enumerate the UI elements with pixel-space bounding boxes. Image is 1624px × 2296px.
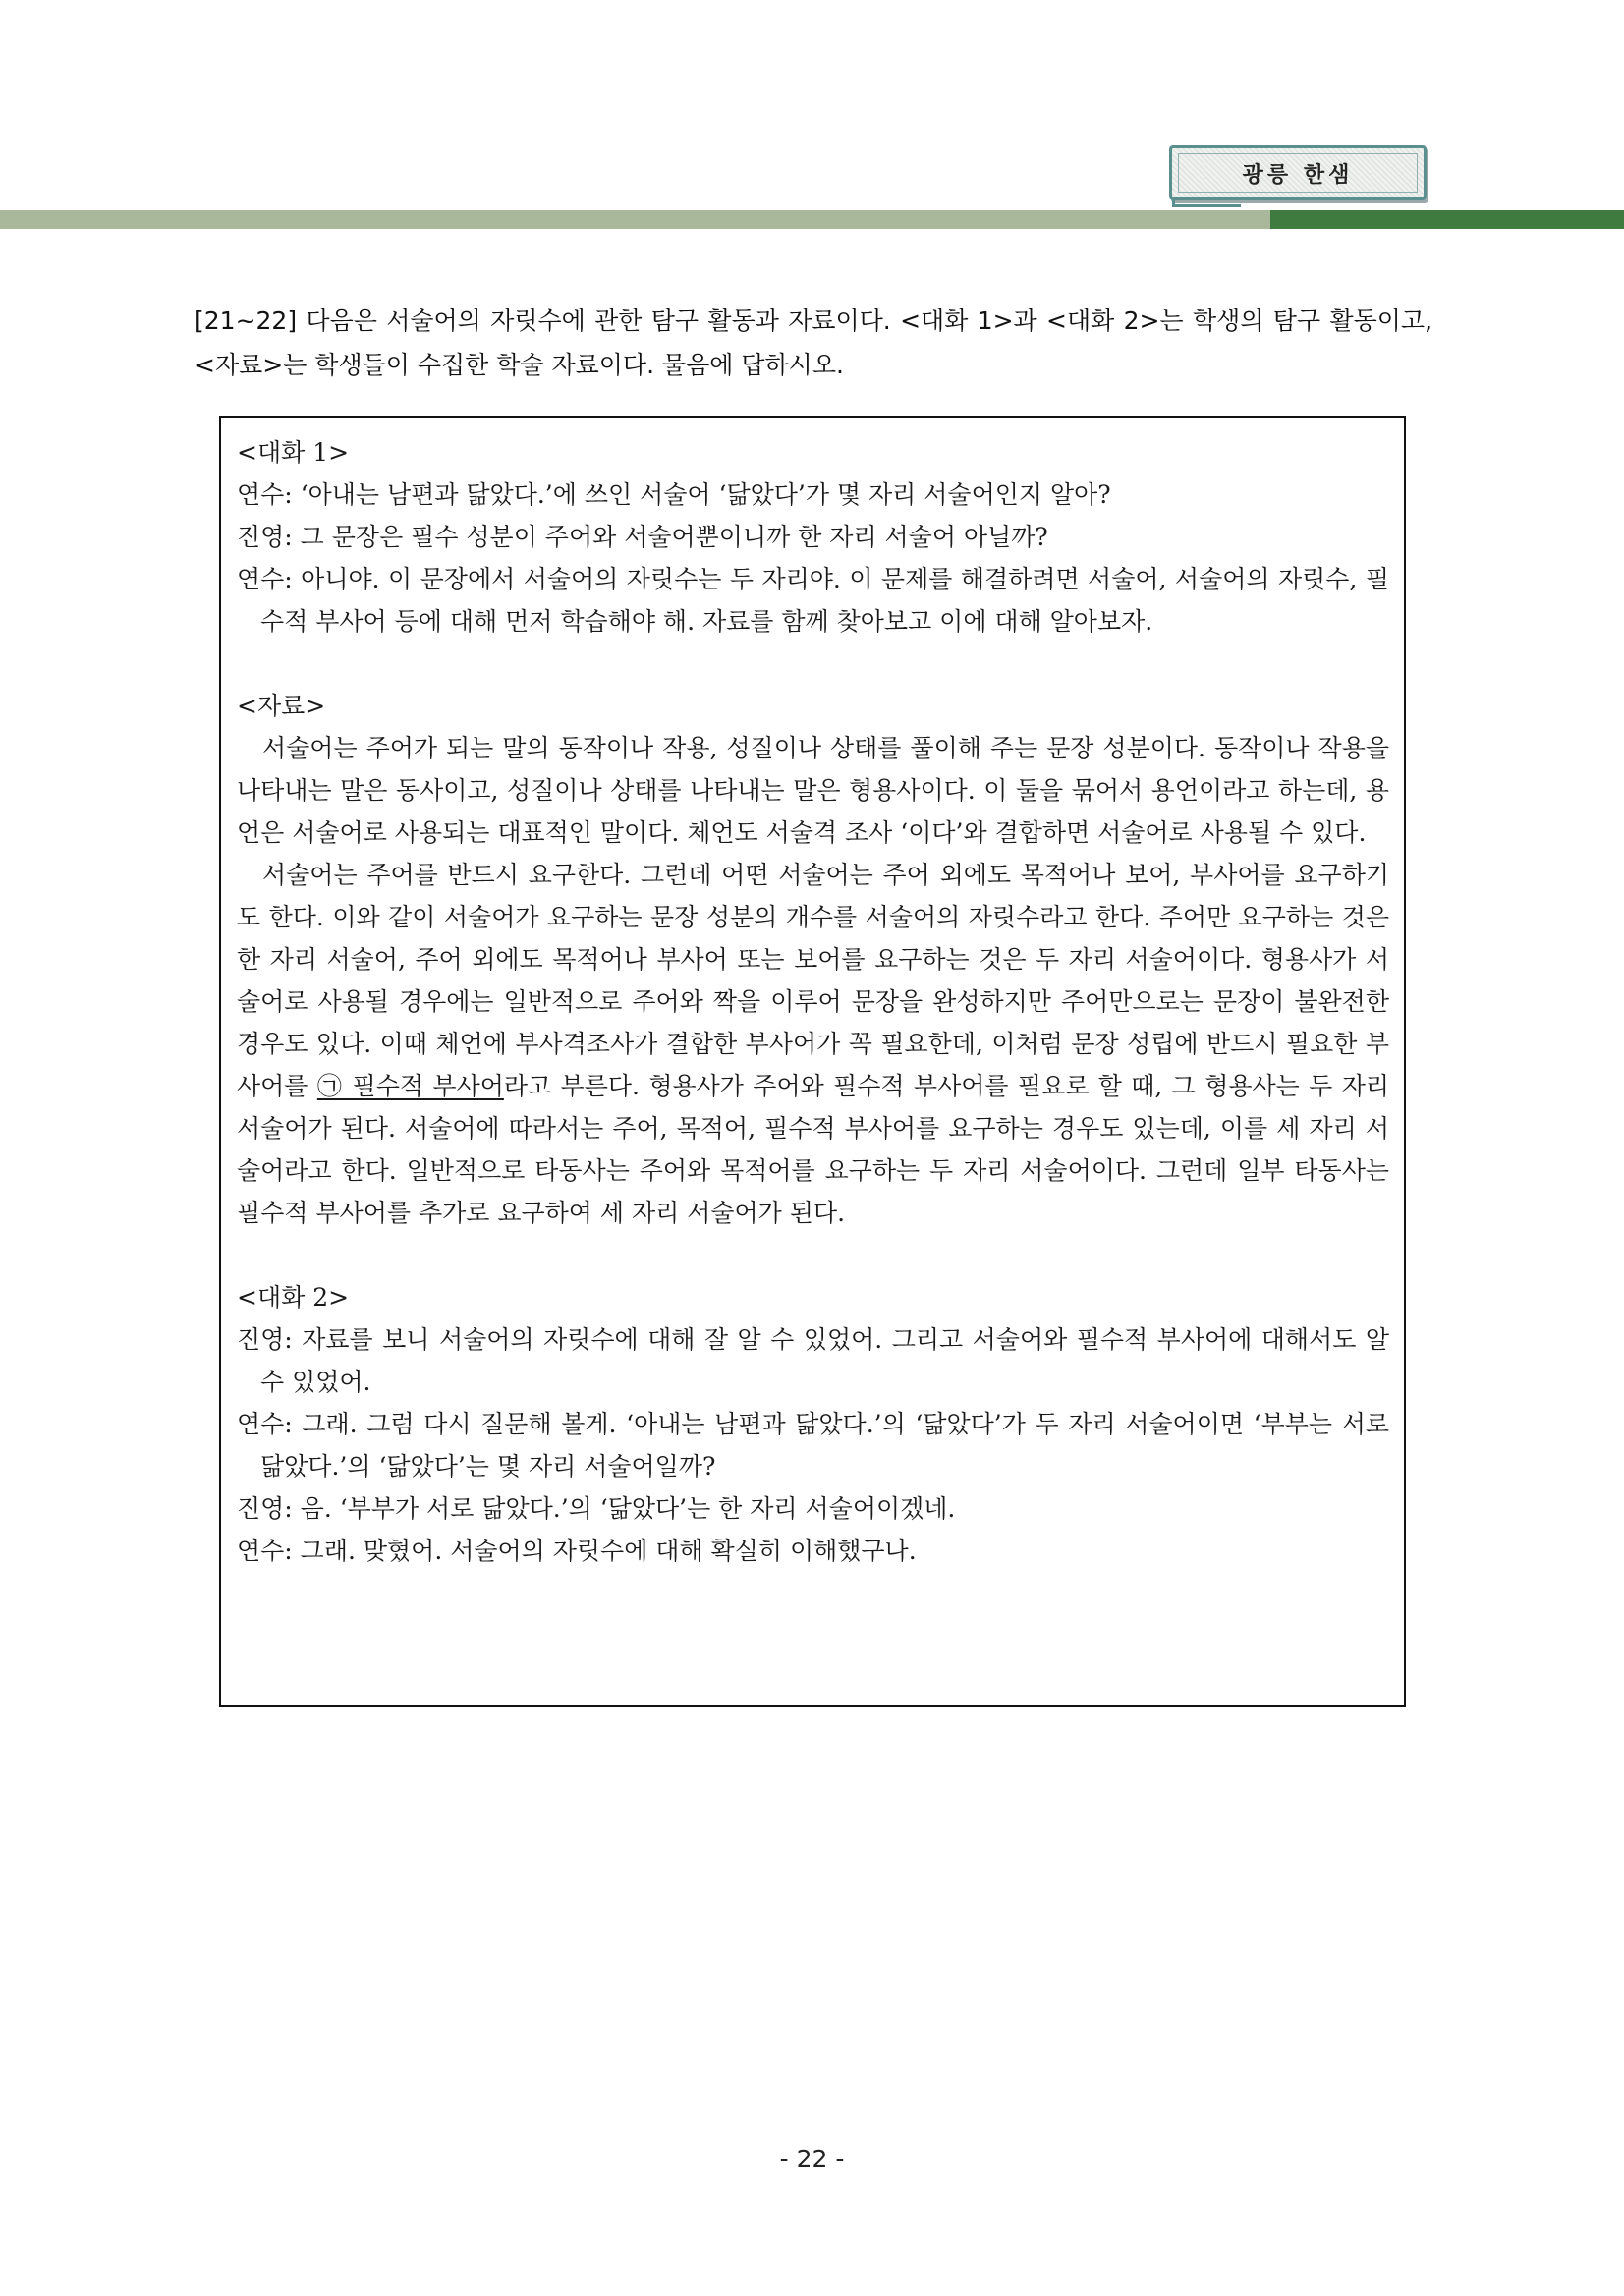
material-paragraph-2 [237, 854, 1389, 1234]
material-paragraph-2-end: 라고 부른다. 형용사가 주어와 필수적 부사어를 필요로 할 때, 그 형용사는 두 자리 서술어가 된다. 서술어에 따라서는 주어, 목적어, 필수적 부사어를 요구하는 경우도 있는데, 이를 세 자리 서술어라고 한다. 일반적으로 타동사는 주어와 목적어를 요구하는 두 자리 서술어이다. 그런데 일부 타동사는 필수적 부사어를 추가로 요구하여 세 자리 서술어가 된다. [237, 1072, 1389, 1227]
dialog1-title: <대화 1> [237, 438, 350, 467]
brand-badge-tab [1172, 197, 1241, 207]
material-paragraph-1: 서술어는 주어가 되는 말의 동작이나 작용, 성질이나 상태를 풀이해 주는 문장 성분이다. 동작이나 작용을 나타내는 말은 동사이고, 성질이나 상태를 나타내는 말은 형용사이다. 이 둘을 묶어서 용언이라고 하는데, 용언은 서술어로 사용되는 대표적인 말이다. 체언도 서술격 조사 ‘이다’와 결합하면 서술어로 사용될 수 있다. [237, 734, 1389, 847]
passage-box [219, 416, 1406, 1707]
dialog2-line: 연수: 그래. 그럼 다시 질문해 볼게. ‘아내는 남편과 닮았다.’의 ‘닮았다’가 두 자리 서술어이면 ‘부부는 서로 닮았다.’의 ‘닮았다’는 몇 자리 서술어일까? [237, 1410, 1389, 1481]
underlined-term: ㉠ 필수적 부사어 [316, 1072, 504, 1100]
dialog2-line: 진영: 자료를 보니 서술어의 자릿수에 대해 잘 알 수 있었어. 그리고 서술어와 필수적 부사어에 대해서도 알 수 있었어. [237, 1325, 1389, 1396]
question-instruction: [21~22] 다음은 서술어의 자릿수에 관한 탐구 활동과 자료이다. <대화 1>과 <대화 2>는 학생의 탐구 활동이고, <자료>는 학생들이 수집한 학술 자료이다. 물음에 답하시오. [195, 307, 1432, 379]
material-title: <자료> [237, 692, 326, 720]
header-bar-accent [1270, 210, 1624, 229]
page-number: - 22 - [779, 2145, 845, 2173]
dialog1-line: 연수: 아니야. 이 문장에서 서술어의 자릿수는 두 자리야. 이 문제를 해결하려면 서술어, 서술어의 자릿수, 필수적 부사어 등에 대해 먼저 학습해야 해. 자료를 함께 찾아보고 이에 대해 알아보자. [237, 565, 1389, 636]
dialog2-line: 연수: 그래. 맞혔어. 서술어의 자릿수에 대해 확실히 이해했구나. [237, 1537, 917, 1565]
section-gap [237, 1234, 1389, 1276]
brand-text: 광릉 한샘 [1242, 162, 1354, 188]
dialog2-line: 진영: 음. ‘부부가 서로 닮았다.’의 ‘닮았다’는 한 자리 서술어이겠네. [237, 1494, 956, 1523]
section-gap [237, 643, 1389, 685]
brand-badge-frame [1178, 153, 1418, 193]
dialog2-title: <대화 2> [237, 1283, 350, 1312]
material-paragraph-2-start: 서술어는 주어를 반드시 요구한다. 그런데 어떤 서술어는 주어 외에도 목적어나 보어, 부사어를 요구하기도 한다. 이와 같이 서술어가 요구하는 문장 성분의 개수를 서술어의 자릿수라고 한다. 주어만 요구하는 것은 한 자리 서술어, 주어 외에도 목적어나 부사어 또는 보어를 요구하는 것은 두 자리 서술어이다. 형용사가 서술어로 사용될 경우에는 일반적으로 주어와 짝을 이루어 문장을 완성하지만 주어만으로는 문장이 불완전한 경우도 있다. 이때 체언에 부사격조사가 결합한 부사어가 꼭 필요한데, 이처럼 문장 성립에 반드시 필요한 부사어를 [237, 861, 1389, 1100]
brand-badge [1169, 145, 1427, 200]
dialog1-line: 진영: 그 문장은 필수 성분이 주어와 서술어뿐이니까 한 자리 서술어 아닐까? [237, 523, 1048, 551]
dialog1-line: 연수: ‘아내는 남편과 닮았다.’에 쓰인 서술어 ‘닮았다’가 몇 자리 서술어인지 알아? [237, 480, 1111, 509]
